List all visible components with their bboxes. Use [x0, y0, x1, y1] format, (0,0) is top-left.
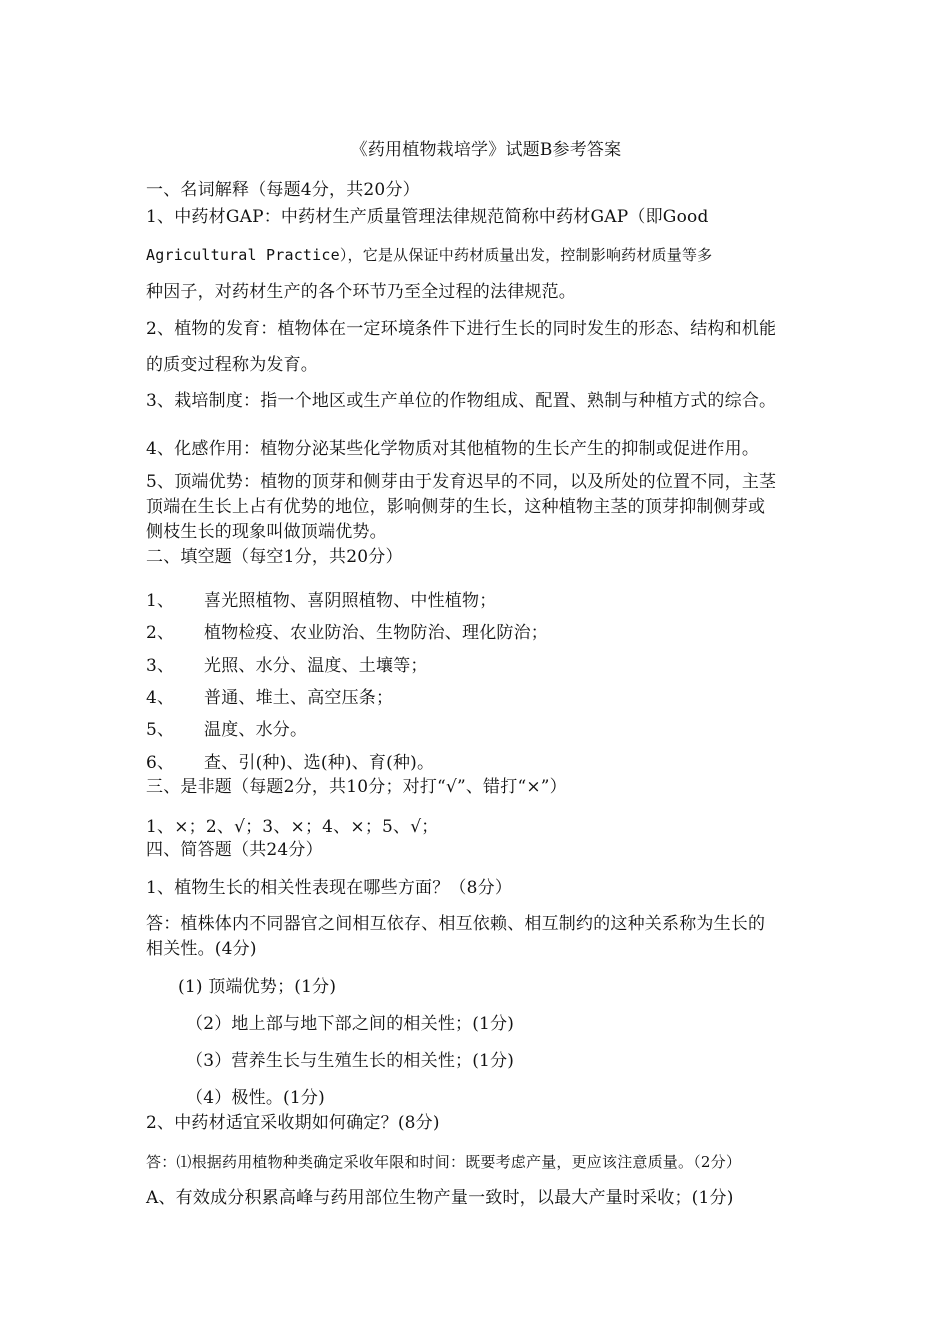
- s2-item-6: [146, 751, 434, 775]
- s4-a1-point-1: (1) 顶端优势；(1分): [178, 977, 337, 997]
- s2-item-number: 4、: [146, 688, 175, 708]
- section-2-heading: 二、填空题（每空1分，共20分）: [146, 547, 403, 567]
- section-4-heading: 四、简答题（共24分）: [146, 840, 323, 860]
- s2-item-number: 5、: [146, 720, 175, 740]
- s4-q1: 1、植物生长的相关性表现在哪些方面？（8分）: [146, 878, 513, 898]
- s1-q1-line-1: 1、中药材GAP：中药材生产质量管理法律规范简称中药材GAP（即Good: [146, 207, 709, 227]
- s2-item-number: 6、: [146, 753, 175, 773]
- s2-item-text: 温度、水分。: [204, 720, 308, 740]
- s2-item-2: [146, 621, 548, 645]
- s1-q5-line-3: 侧枝生长的现象叫做顶端优势。: [146, 522, 387, 542]
- s4-q2: 2、中药材适宜采收期如何确定？(8分): [146, 1113, 440, 1133]
- s2-item-number: 1、: [146, 591, 175, 611]
- s2-item-4: [146, 686, 393, 710]
- s1-q2-line-1: 2、植物的发育：植物体在一定环境条件下进行生长的同时发生的形态、结构和机能: [146, 319, 777, 339]
- s1-q2-line-2: 的质变过程称为发育。: [146, 355, 318, 375]
- s4-a2-line-2: A、有效成分积累高峰与药用部位生物产量一致时，以最大产量时采收；(1分): [146, 1188, 734, 1208]
- s2-item-3: [146, 654, 428, 678]
- s2-item-text: 查、引(种)、选(种)、育(种)。: [204, 753, 435, 773]
- s1-q3: 3、栽培制度：指一个地区或生产单位的作物组成、配置、熟制与种植方式的综合。: [146, 391, 777, 411]
- s2-item-text: 喜光照植物、喜阴照植物、中性植物；: [204, 591, 497, 611]
- s4-a1-point-3: （3）营养生长与生殖生长的相关性；(1分): [186, 1051, 515, 1071]
- s1-q1-line-3: 种因子，对药材生产的各个环节乃至全过程的法律规范。: [146, 282, 576, 302]
- section-3-heading: 三、是非题（每题2分，共10分；对打“√”、错打“×”）: [146, 777, 567, 797]
- s4-a1-point-2: （2）地上部与地下部之间的相关性；(1分): [186, 1014, 515, 1034]
- s1-q1-line-2: Agricultural Practice），它是从保证中药材质量出发，控制影响药材质量等多: [146, 246, 713, 264]
- s2-item-text: 普通、堆土、高空压条；: [204, 688, 394, 708]
- s3-answers: 1、×；2、√；3、×；4、×；5、√；: [146, 817, 439, 837]
- s4-a1-line-2: 相关性。(4分): [146, 939, 257, 959]
- document-title: 《药用植物栽培学》试题B参考答案: [350, 140, 622, 160]
- s1-q5-line-1: 5、顶端优势：植物的顶芽和侧芽由于发育迟早的不同，以及所处的位置不同，主茎: [146, 472, 777, 492]
- s1-q5-line-2: 顶端在生长上占有优势的地位，影响侧芽的生长，这种植物主茎的顶芽抑制侧芽或: [146, 497, 766, 517]
- s4-a1-line-1: 答：植株体内不同器官之间相互依存、相互依赖、相互制约的这种关系称为生长的: [146, 914, 766, 934]
- s2-item-text: 光照、水分、温度、土壤等；: [204, 656, 428, 676]
- section-1-heading: 一、名词解释（每题4分，共20分）: [146, 180, 420, 200]
- s2-item-5: [146, 718, 307, 742]
- s2-item-number: 2、: [146, 623, 175, 643]
- s4-a1-point-4: （4）极性。(1分): [186, 1088, 325, 1108]
- s2-item-1: [146, 589, 496, 613]
- s4-a2-line-1: 答：⑴根据药用植物种类确定采收年限和时间：既要考虑产量，更应该注意质量。（2分）: [146, 1153, 742, 1171]
- s1-q4: 4、化感作用：植物分泌某些化学物质对其他植物的生长产生的抑制或促进作用。: [146, 439, 760, 459]
- s2-item-text: 植物检疫、农业防治、生物防治、理化防治；: [204, 623, 548, 643]
- s2-item-number: 3、: [146, 656, 175, 676]
